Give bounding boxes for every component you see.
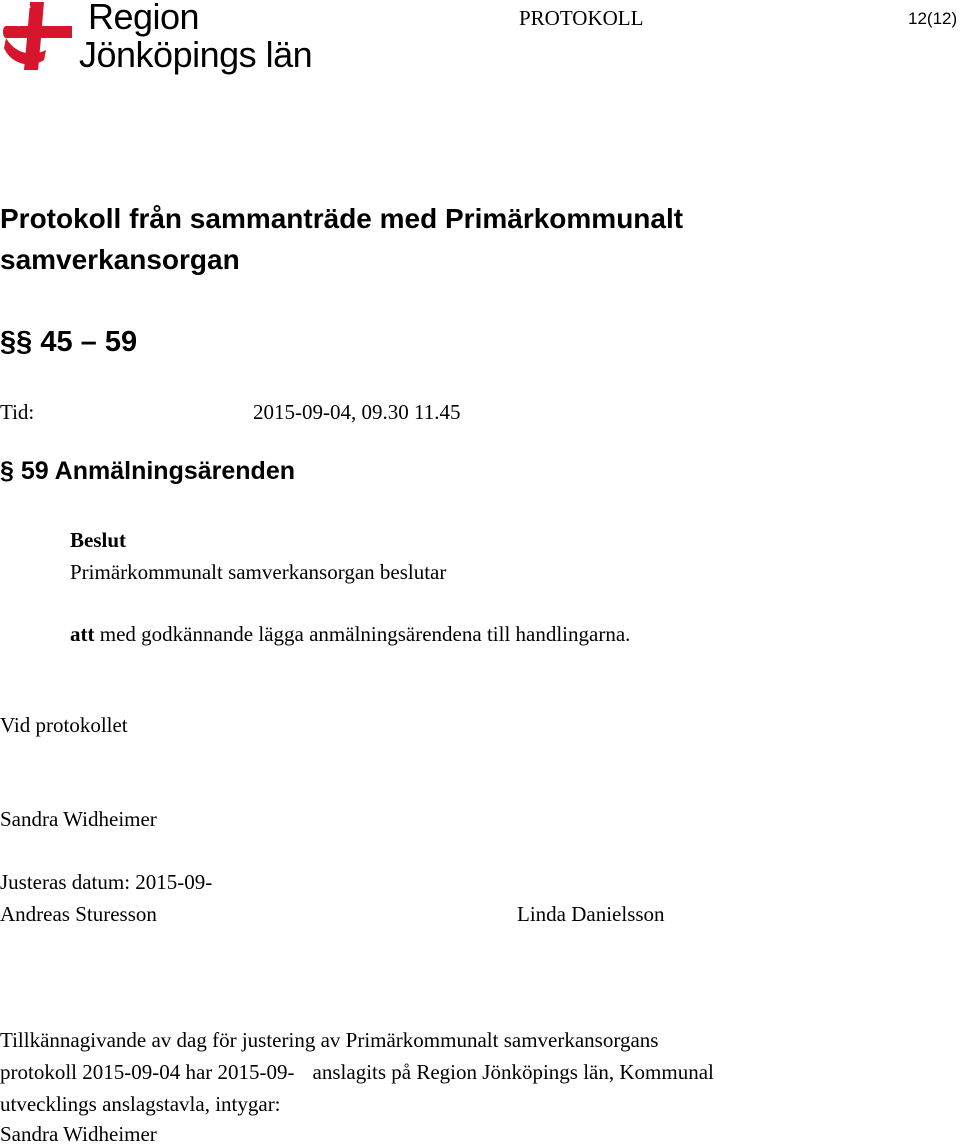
notice-line-2 [0, 1060, 714, 1085]
adjuster-name-1: Andreas Sturesson [0, 902, 157, 926]
notice-line-1: Tillkännagivande av dag för justering av Primärkommunalt samverkansorgans [0, 1028, 659, 1052]
region-logo [0, 0, 320, 80]
adjuster-name-2: Linda Danielsson [517, 902, 665, 926]
minutes-taker-label: Vid protokollet [0, 713, 128, 737]
page-title: Protokoll från sammanträde med Primärkommunalt samverkansorgan [0, 203, 684, 275]
decision-att-line [70, 622, 630, 647]
notice-signatory: Sandra Widheimer [0, 1122, 157, 1146]
time-value: 2015-09-04, 09.30 11.45 [253, 400, 461, 424]
time-label: Tid: [0, 400, 35, 424]
document-type: PROTOKOLL [519, 6, 644, 30]
logo-text-region: Region [88, 0, 200, 37]
att-text: med godkännande lägga anmälningsärendena till handlingarna. [94, 622, 631, 646]
logo-text-county: Jönköpings län [79, 34, 313, 75]
notice-line-3: utvecklings anslagstavla, intygar: [0, 1092, 281, 1116]
page-number: 12(12) [908, 9, 958, 28]
secretary-name: Sandra Widheimer [0, 807, 157, 831]
adjustment-date: Justeras datum: 2015-09- [0, 870, 213, 894]
section-range: §§ 45 – 59 [0, 326, 138, 358]
region-logo-mark-icon [0, 0, 80, 74]
notice-line-2a: protokoll 2015-09-04 har 2015-09- [0, 1060, 295, 1084]
decision-text: Primärkommunalt samverkansorgan beslutar [70, 560, 447, 584]
notice-line-2b: anslagits på Region Jönköpings län, Kommunal [312, 1060, 714, 1084]
paragraph-heading: § 59 Anmälningsärenden [0, 457, 295, 485]
decision-label: Beslut [70, 528, 127, 552]
att-keyword: att [70, 622, 95, 646]
